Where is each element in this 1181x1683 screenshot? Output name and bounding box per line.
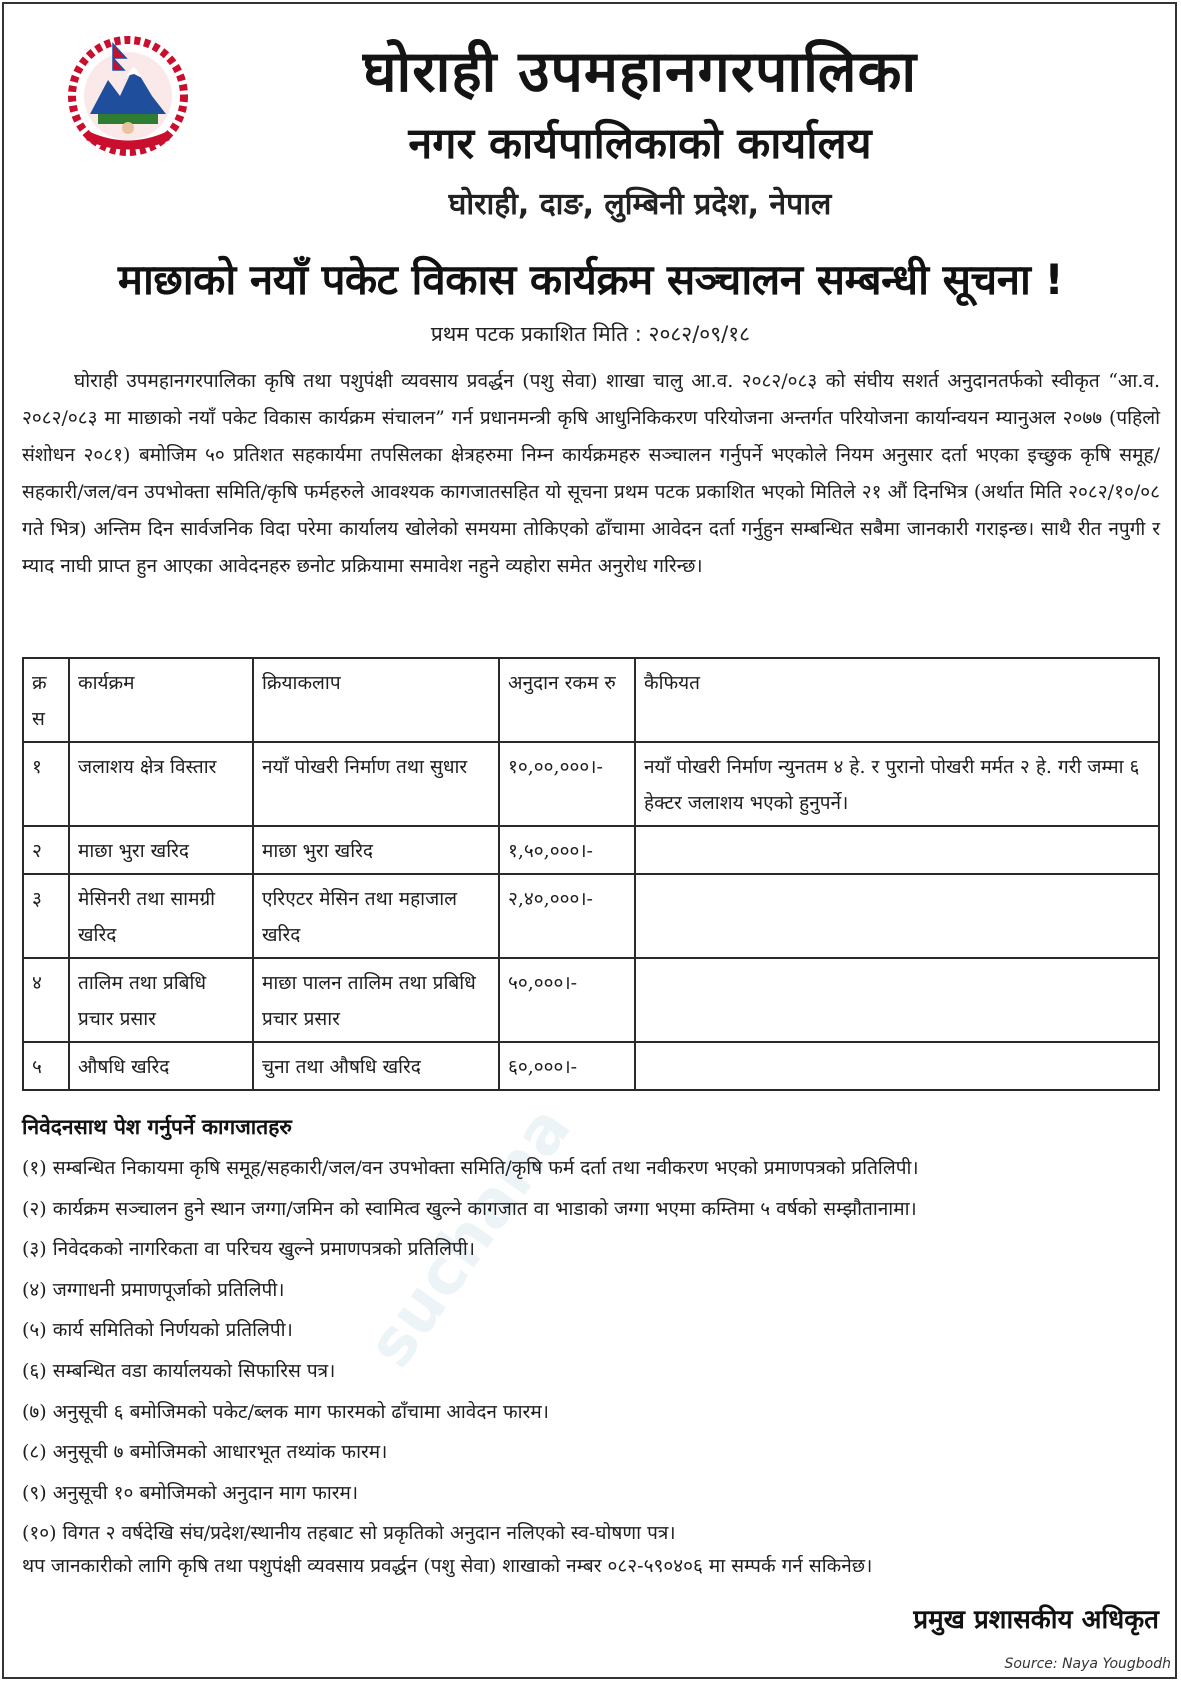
cell-amount: १०,००,०००।- (499, 742, 635, 826)
list-item: (१०) विगत २ वर्षदेखि संघ/प्रदेश/स्थानीय तहबाट सो प्रकृतिको अनुदान नलिएको स्व-घोषणा पत्र। (22, 1522, 676, 1545)
cell-activity: माछा पालन तालिम तथा प्रबिधि प्रचार प्रसार (253, 958, 499, 1042)
cell-sn: ४ (23, 958, 69, 1042)
cell-program: मेसिनरी तथा सामग्री खरिद (69, 874, 253, 958)
header-sn: क्र स (23, 658, 69, 742)
header-activity: क्रियाकलाप (253, 658, 499, 742)
list-item: (२) कार्यक्रम सञ्चालन हुने स्थान जग्गा/जमिन को स्वामित्व खुल्ने कागजात वा भाडाको जग्गा भएमा कम्तिमा ५ वर्षको सम्झौतानामा। (22, 1197, 917, 1220)
cell-activity: माछा भुरा खरिद (253, 826, 499, 874)
cell-sn: ५ (23, 1042, 69, 1090)
table-header-row (23, 658, 1159, 742)
cell-remarks: नयाँ पोखरी निर्माण न्युनतम ४ हे. र पुरानो पोखरी मर्मत २ हे. गरी जम्मा ६ हेक्टर जलाशय भएको हुनुपर्ने। (635, 742, 1159, 826)
notice-body: घोराही उपमहानगरपालिका कृषि तथा पशुपंक्षी व्यवसाय प्रवर्द्धन (पशु सेवा) शाखा चालु आ.व. २०८२/०८३ को संघीय सशर्त अनुदानतर्फको स्वीकृत “आ.व. २०८२/०८३ मा माछाको नयाँ पकेट विकास कार्यक्रम संचालन” गर्न प्रधानमन्त्री कृषि आधुनिकिकरण परियोजना अन्तर्गत परियोजना कार्यान्वयन म्यानुअल २०७७ (पहिलो संशोधन २०८१) बमोजिम ५० प्रतिशत सहकार्यमा तपसिलका क्षेत्रहरुमा निम्न कार्यक्रमहरु सञ्चालन गर्नुपर्ने भएकोले नियम अनुसार दर्ता भएका इच्छुक कृषि समूह/सहकारी/जल/वन उपभोक्ता समिति/कृषि फर्महरुले आवश्यक कागजातसहित यो सूचना प्रथम पटक प्रकाशित भएको मितिले २१ औं दिनभित्र (अर्थात मिति २०८२/१०/०८ गते भित्र) अन्तिम दिन सार्वजनिक विदा परेमा कार्यालय खोलेको समयमा तोकिएको ढाँचामा आवेदन दर्ता गर्नुहुन सम्बन्धित सबैमा जानकारी गराइन्छ। साथै रीत नपुगी र म्याद नाघी प्राप्त हुन आएका आवेदनहरु छनोट प्रक्रियामा समावेश नहुने व्यहोरा समेत अनुरोध गरिन्छ। (22, 370, 1160, 577)
list-item: (९) अनुसूची १० बमोजिमको अनुदान माग फारम। (22, 1481, 359, 1504)
list-item: (६) सम्बन्धित वडा कार्यालयको सिफारिस पत्र। (22, 1359, 336, 1382)
office-address: घोराही, दाङ, लुम्बिनी प्रदेश, नेपाल (448, 187, 832, 222)
contact-info: थप जानकारीको लागि कृषि तथा पशुपंक्षी व्यवसाय प्रवर्द्धन (पशु सेवा) शाखाको नम्बर ०८२-५९०४०६ मा सम्पर्क गर्न सकिनेछ। (22, 1555, 873, 1577)
program-table (22, 657, 1160, 1091)
org-name: घोराही उपमहानगरपालिका (362, 39, 918, 105)
table-row (23, 958, 1159, 1042)
list-item: (१) सम्बन्धित निकायमा कृषि समूह/सहकारी/जल/वन उपभोक्ता समिति/कृषि फर्म दर्ता तथा नवीकरण भएको प्रमाणपत्रको प्रतिलिपी। (22, 1157, 919, 1179)
list-item: (७) अनुसूची ६ बमोजिमको पकेट/ब्लक माग फारमको ढाँचामा आवेदन फारम। (22, 1400, 549, 1423)
signature-title: प्रमुख प्रशासकीय अधिकृत (913, 1605, 1159, 1635)
documents-heading: निवेदनसाथ पेश गर्नुपर्ने कागजातहरु (22, 1115, 292, 1139)
cell-program: माछा भुरा खरिद (69, 826, 253, 874)
cell-sn: २ (23, 826, 69, 874)
cell-remarks (635, 1042, 1159, 1090)
table-row (23, 1042, 1159, 1090)
cell-sn: १ (23, 742, 69, 826)
table-row (23, 742, 1159, 826)
cell-program: तालिम तथा प्रबिधि प्रचार प्रसार (69, 958, 253, 1042)
table-row (23, 874, 1159, 958)
list-item: (८) अनुसूची ७ बमोजिमको आधारभूत तथ्यांक फारम। (22, 1441, 388, 1464)
header-amount: अनुदान रकम रु (499, 658, 635, 742)
cell-remarks (635, 874, 1159, 958)
watermark: suchana (353, 1093, 586, 1381)
cell-activity: नयाँ पोखरी निर्माण तथा सुधार (253, 742, 499, 826)
publish-date: प्रथम पटक प्रकाशित मिति : २०८२/०९/१८ (430, 322, 751, 346)
cell-activity: चुना तथा औषधि खरिद (253, 1042, 499, 1090)
cell-amount: ६०,०००।- (499, 1042, 635, 1090)
cell-program: औषधि खरिद (69, 1042, 253, 1090)
office-name: नगर कार्यपालिकाको कार्यालय (408, 119, 872, 169)
cell-sn: ३ (23, 874, 69, 958)
source-credit: Source: Naya Yougbodh (1004, 1656, 1171, 1672)
list-item: (४) जग्गाधनी प्रमाणपूर्जाको प्रतिलिपी। (22, 1278, 285, 1301)
cell-amount: ५०,०००।- (499, 958, 635, 1042)
cell-amount: २,४०,०००।- (499, 874, 635, 958)
table-row (23, 826, 1159, 874)
header-remarks: कैफियत (635, 658, 1159, 742)
cell-program: जलाशय क्षेत्र विस्तार (69, 742, 253, 826)
list-item: (५) कार्य समितिको निर्णयको प्रतिलिपी। (22, 1319, 293, 1342)
cell-amount: १,५०,०००।- (499, 826, 635, 874)
cell-remarks (635, 826, 1159, 874)
cell-activity: एरिएटर मेसिन तथा महाजाल खरिद (253, 874, 499, 958)
documents-list (22, 1148, 1160, 1554)
nepal-emblem-icon (68, 36, 188, 156)
list-item: (३) निवेदकको नागरिकता वा परिचय खुल्ने प्रमाणपत्रको प्रतिलिपी। (22, 1238, 475, 1261)
cell-remarks (635, 958, 1159, 1042)
notice-title: माछाको नयाँ पकेट विकास कार्यक्रम सञ्चालन सम्बन्धी सूचना ! (117, 255, 1064, 304)
header-program: कार्यक्रम (69, 658, 253, 742)
